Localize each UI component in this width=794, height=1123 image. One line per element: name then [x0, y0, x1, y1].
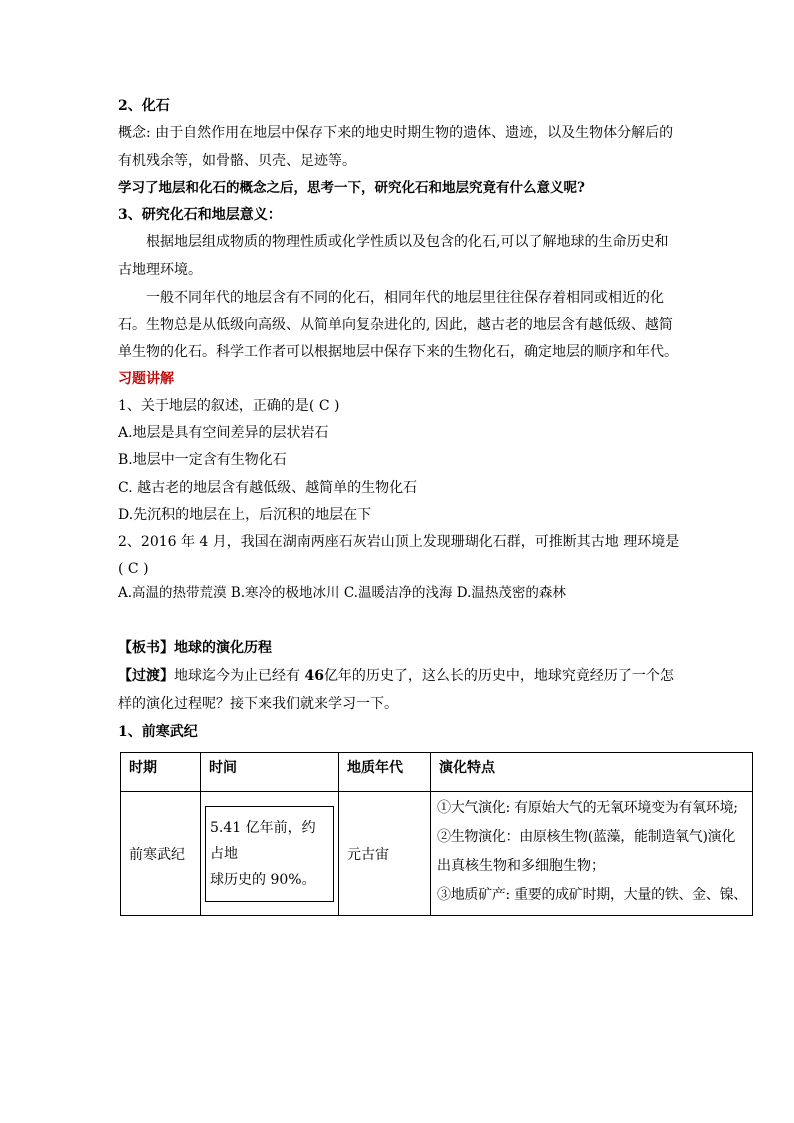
time-line-1: 5.41 亿年前，约占地 — [210, 819, 316, 862]
q1-option-a: A.地层是具有空间差异的层状岩石 — [118, 425, 329, 441]
cell-era: 元古宙 — [339, 792, 431, 916]
fossil-question: 学习了地层和化石的概念之后，思考一下，研究化石和地层究竟有什么意义呢? — [118, 180, 585, 196]
transition-text-a: 地球迄今为止已经有 — [174, 668, 305, 684]
board-title: 地球的演化历程 — [174, 640, 272, 656]
q2-options: A.高温的热带荒漠 B.寒冷的极地冰川 C.温暖洁净的浅海 D.温热茂密的森林 — [118, 585, 566, 601]
feature-biology-a: ②生物演化：由原核生物(蓝藻，能制造氧气)演化 — [437, 829, 736, 845]
transition-tag: 【过渡】 — [118, 668, 174, 684]
q1-option-d: D.先沉积的地层在上，后沉积的地层在下 — [118, 507, 372, 523]
feature-atmosphere: ①大气演化: 有原始大气的无氧环境变为有氧环境; — [437, 800, 738, 816]
cell-features — [431, 792, 753, 916]
header-features: 演化特点 — [431, 753, 753, 792]
cell-period: 前寒武纪 — [121, 792, 201, 916]
header-time: 时间 — [201, 753, 339, 792]
table-header-row — [121, 753, 753, 792]
time-line-2: 球历史的 90%。 — [210, 871, 316, 888]
fossil-heading: 2、化石 — [118, 98, 170, 114]
significance-para1-line1: 根据地层组成物质的物理性质或化学性质以及包含的化石,可以了解地球的生命历史和 — [146, 234, 669, 250]
q1-stem: 1、关于地层的叙述，正确的是( C ) — [118, 398, 340, 414]
board-tag: 【板书】 — [118, 640, 174, 656]
cell-time — [201, 792, 339, 916]
header-era: 地质年代 — [339, 753, 431, 792]
precambrian-heading: 1、前寒武纪 — [118, 724, 198, 740]
transition-number: 46 — [304, 668, 324, 684]
fossil-concept-line-1: 概念: 由于自然作用在地层中保存下来的地史时期生物的遗体、遗迹，以及生物体分解后的 — [118, 125, 674, 141]
transition-text-b: 亿年的历史了，这么长的历史中，地球究竟经历了一个怎 — [323, 668, 674, 684]
evolution-table — [120, 752, 753, 916]
significance-para2-line2: 石。生物总是从低级向高级、从简单向复杂进化的, 因此，越古老的地层含有越低级、越简 — [118, 317, 673, 333]
exercises-heading: 习题讲解 — [118, 371, 174, 387]
significance-para2-line1: 一般不同年代的地层含有不同的化石，相同年代的地层里往往保存着相同或相近的化 — [146, 290, 664, 306]
transition-line-1 — [118, 666, 674, 686]
fossil-concept-line-2: 有机残余等，如骨骼、贝壳、足迹等。 — [118, 153, 356, 169]
q1-option-c: C. 越古老的地层含有越低级、越简单的生物化石 — [118, 480, 418, 496]
board-heading — [118, 638, 272, 658]
significance-para1-line2: 古地理环境。 — [118, 262, 202, 278]
header-period: 时期 — [121, 753, 201, 792]
table-row — [121, 792, 753, 916]
q2-answer: ( C ) — [118, 561, 149, 577]
significance-para2-line3: 单生物的化石。科学工作者可以根据地层中保存下来的生物化石，确定地层的顺序和年代。 — [118, 344, 678, 360]
q2-stem: 2、2016 年 4 月，我国在湖南两座石灰岩山顶上发现珊瑚化石群，可推断其古地 理环境是 — [118, 534, 680, 550]
transition-line-2: 样的演化过程呢？接下来我们就来学习一下。 — [118, 696, 398, 712]
feature-minerals: ③地质矿产: 重要的成矿时期，大量的铁、金、镍、 — [437, 887, 747, 903]
feature-biology-b: 出真核生物和多细胞生物； — [437, 858, 605, 874]
significance-heading: 3、研究化石和地层意义： — [118, 207, 282, 223]
q1-option-b: B.地层中一定含有生物化石 — [118, 452, 287, 468]
